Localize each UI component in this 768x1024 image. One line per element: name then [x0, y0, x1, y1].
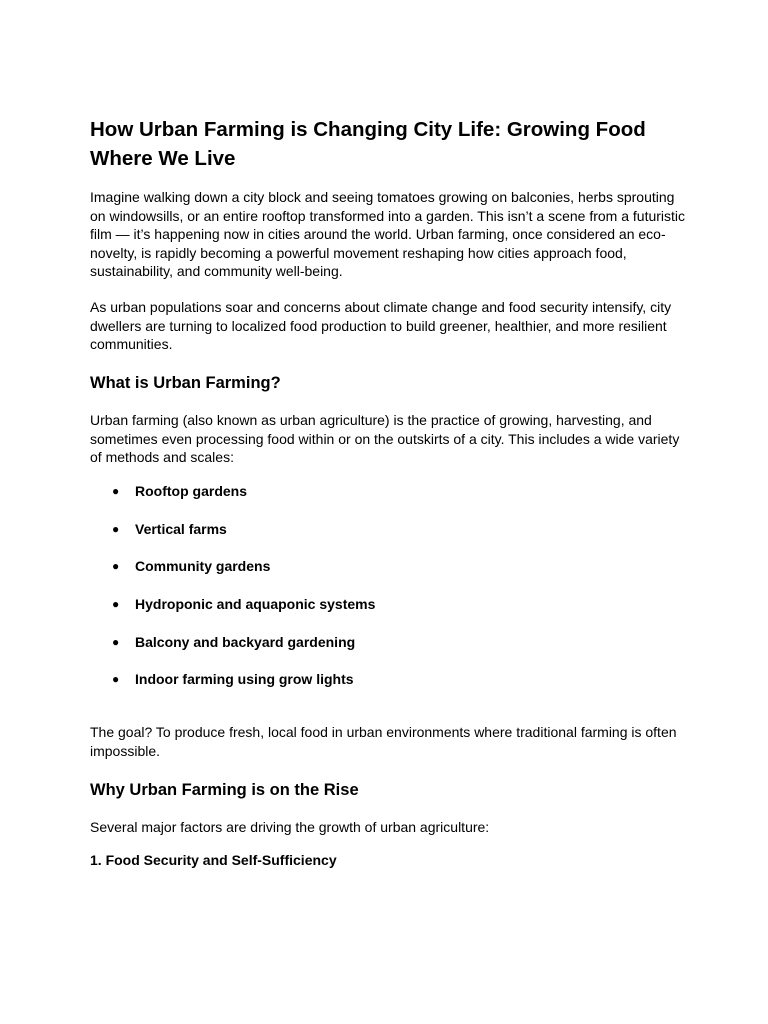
article-title: How Urban Farming is Changing City Life: Growing Food Where We Live	[90, 118, 646, 170]
subheading-food-security: 1. Food Security and Self-Sufficiency	[90, 852, 337, 868]
section1-closing-paragraph: The goal? To produce fresh, local food in urban environments where traditional farming is often impossible.	[90, 724, 677, 759]
bullet-icon: ●	[112, 597, 120, 612]
list-item-text: Balcony and backyard gardening	[135, 633, 356, 650]
bullet-icon: ●	[112, 521, 120, 536]
section-heading-what-is-urban-farming: What is Urban Farming?	[90, 374, 281, 392]
list-item-text: Indoor farming using grow lights	[135, 671, 354, 688]
bullet-icon: ●	[112, 559, 120, 574]
list-item-text: Community gardens	[135, 558, 271, 575]
intro-paragraph-2: As urban populations soar and concerns about climate change and food security intensify, city dwellers are turning to localized food production to build greener, healthier, and more resilient communities.	[90, 299, 672, 353]
intro-paragraph-1: Imagine walking down a city block and seeing tomatoes growing on balconies, herbs sprouting on windowsills, or an entire rooftop transformed into a garden. This isn’t a scene from a futuristic film — it’s happening now in cities around the world. Urban farming, once considered an eco-novelty, is rapidly becoming a powerful movement reshaping how cities approach food, sustainability, and community well-being.	[90, 189, 686, 280]
bullet-icon: ●	[112, 634, 120, 649]
section-heading-why-on-the-rise: Why Urban Farming is on the Rise	[90, 781, 359, 799]
bullet-icon: ●	[112, 484, 120, 498]
list-item-text: Hydroponic and aquaponic systems	[135, 596, 376, 613]
section2-paragraph: Several major factors are driving the growth of urban agriculture:	[90, 819, 490, 835]
section1-paragraph: Urban farming (also known as urban agriculture) is the practice of growing, harvesting, and sometimes even processing food within or on the outskirts of a city. This includes a wide variety of methods and scales:	[90, 412, 680, 466]
bullet-icon: ●	[112, 672, 120, 687]
list-item-text: Rooftop gardens	[135, 483, 247, 499]
list-item-text: Vertical farms	[135, 520, 227, 537]
